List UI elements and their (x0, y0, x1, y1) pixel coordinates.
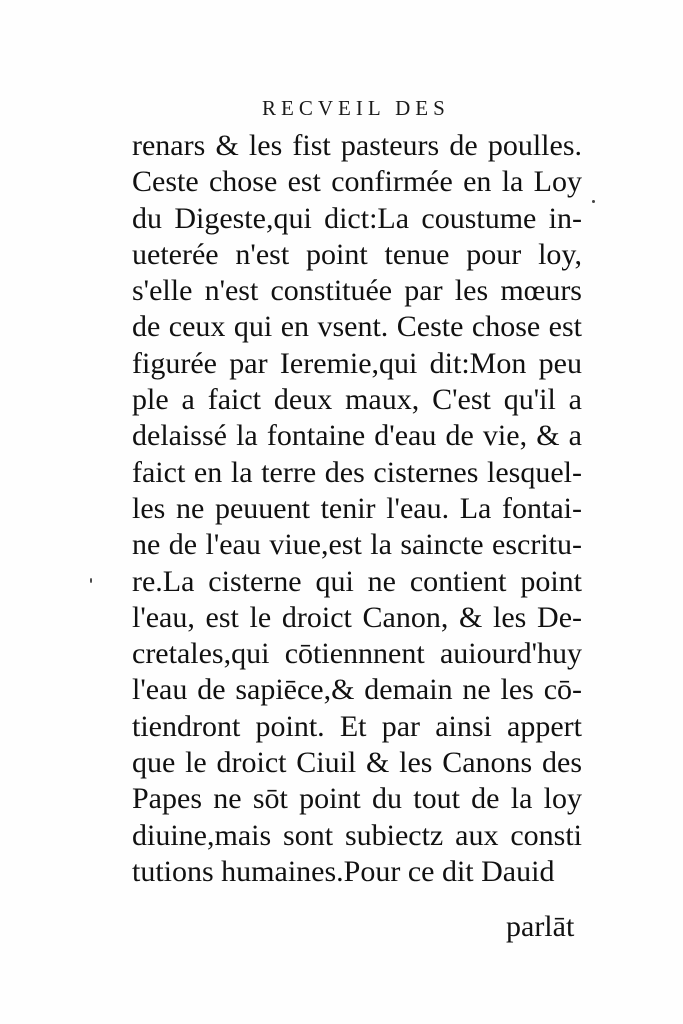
ink-speck (90, 578, 92, 583)
text-line: s'elle n'est constituée par les mœurs (132, 274, 582, 308)
text-block (132, 128, 582, 890)
text-line: Ceste chose est confirmée en la Loy (132, 165, 582, 199)
catchword: parlāt (506, 910, 575, 943)
text-line: tutions humaines.Pour ce dit Dauid (132, 854, 555, 888)
text-line: faict en la terre des cisternes lesquel- (132, 455, 582, 489)
text-line: l'eau, est le droict Canon, & les De- (132, 600, 582, 634)
text-line: de ceux qui en vsent. Ceste chose est (132, 310, 582, 344)
text-line: les ne peuuent tenir l'eau. La fontai- (132, 491, 582, 525)
text-line: ueterée n'est point tenue pour loy, (132, 237, 582, 271)
text-line: ple a faict deux maux, C'est qu'il a (132, 383, 582, 417)
text-line: delaissé la fontaine d'eau de vie, & a (132, 419, 582, 453)
text-line: Papes ne sōt point du tout de la loy (132, 782, 582, 816)
running-head: RECVEIL DES (262, 96, 450, 120)
text-line: figurée par Ieremie,qui dit:Mon peu (132, 346, 582, 380)
ink-speck (592, 200, 595, 203)
text-line: re.La cisterne qui ne contient point (132, 564, 582, 598)
text-line: renars & les fist pasteurs de poulles. (132, 129, 582, 162)
text-line: cretales,qui cōtiennnent auiourd'huy (132, 637, 582, 671)
text-line: l'eau de sapiēce,& demain ne les cō- (132, 673, 582, 707)
text-line: que le droict Ciuil & les Canons des (132, 746, 582, 780)
text-line: tiendront point. Et par ainsi appert (132, 709, 582, 743)
text-line: diuine,mais sont subiectz aux consti (132, 818, 582, 852)
text-line: du Digeste,qui dict:La coustume in- (132, 201, 582, 235)
text-line: ne de l'eau viue,est la saincte escritu- (132, 528, 582, 562)
